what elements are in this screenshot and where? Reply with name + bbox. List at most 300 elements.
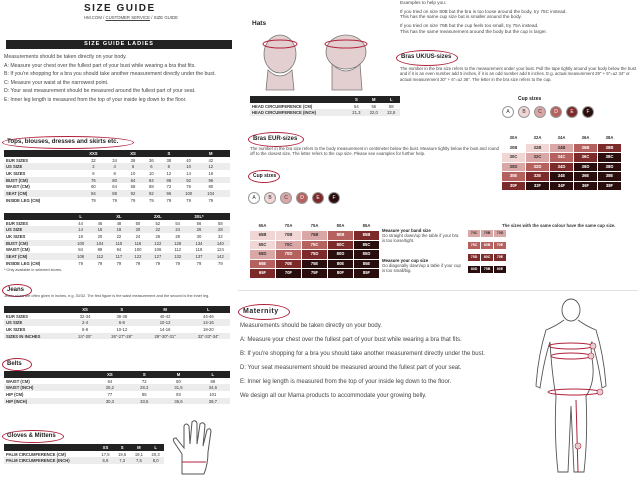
bra-size-cell: 36B [574, 144, 597, 153]
table-cell: 6-8 [82, 326, 89, 332]
table-row [4, 220, 230, 227]
table-row [4, 170, 230, 177]
row-label: INSIDE LEG (CM) [6, 260, 41, 266]
intro-line: E: Inner leg length is measured from the top of your inside leg down to the floor. [4, 96, 187, 103]
row-label: SEAT (CM) [4, 190, 81, 197]
bra-size-chip: 80B [481, 242, 493, 249]
right-divider [238, 290, 638, 291]
table-header-cell [106, 150, 123, 157]
table-cell: 24 [135, 233, 141, 239]
bra-size-cell: 32A [526, 134, 549, 143]
bra-size-cell: 34B [550, 144, 573, 153]
maternity-label: Maternity [243, 308, 279, 315]
table-cell: 88 [210, 378, 216, 384]
measure-band-note: Go straight down/up the table if your bra is too loose/tight. [382, 233, 459, 244]
table-cell: 22,0 [365, 109, 382, 116]
table-cell: 68 [130, 184, 136, 190]
table-cell: 28 [175, 233, 181, 239]
table-cell [222, 163, 230, 170]
row-label: HEAD CIRCUMFERENCE (INCH) [250, 109, 348, 116]
table-cell: 19,1 [134, 451, 143, 457]
table-cell: 28,3 [127, 384, 161, 391]
row-label: HEAD CIRCUMFERENCE (CM) [252, 103, 313, 109]
intro-line: Measurements should be taken directly on your body. [4, 54, 127, 60]
table-cell: 92 [143, 190, 160, 197]
measure-cup-note: Go diagonally down/up a table if your cup is too small/big. [382, 262, 461, 274]
table-cell: 137 [187, 253, 210, 260]
table-row [4, 326, 230, 333]
table-cell: 20 [128, 226, 147, 233]
example-line: This has the same measurement around the body but the cup is larger. [400, 28, 547, 34]
cup-swatch [502, 106, 514, 118]
bra-size-cell: 65D [250, 250, 275, 259]
table-header-cell: S [100, 306, 143, 313]
maternity-line: Measurements should be taken directly on your body. [240, 323, 382, 329]
table-cell: 79 [130, 197, 136, 203]
table-cell: 14 [186, 170, 191, 176]
bra-size-cell: 70C [276, 241, 301, 250]
table-cell: 30,3 [93, 398, 127, 405]
row-label: WAIST (CM) [6, 184, 30, 190]
table-header-cell [143, 150, 160, 157]
bra-size-cell: 85D [354, 250, 379, 259]
bra-size-cell: 36D [574, 163, 597, 172]
row-label: PALM CIRCUMFERENCE (INCH) [4, 457, 97, 464]
table-cell: 18-20 [202, 326, 214, 332]
table-cell: 14 [71, 226, 90, 233]
belts-table-body [4, 378, 230, 405]
row-label: SIZES IN INCHES [4, 333, 70, 340]
table-cell: 85 [141, 391, 147, 397]
table-cell: 36 [149, 157, 154, 163]
hand-illustration [168, 418, 228, 476]
table-header-cell: XS [70, 306, 100, 313]
table-cell: 18 [110, 226, 129, 233]
table-header-cell: S [114, 444, 131, 451]
table-row [4, 398, 230, 405]
table-row [4, 391, 230, 398]
table-cell: 10 [178, 163, 200, 170]
cup-letter: D [300, 195, 304, 201]
table-cell: 58 [388, 103, 394, 109]
table-cell: 80 [176, 378, 181, 384]
table-row [4, 313, 230, 320]
bra-size-cell: 75E [302, 260, 327, 269]
table-cell: 22 [116, 233, 122, 239]
bra-size-cell: 70B [276, 231, 301, 240]
row-label: WAIST (CM) [6, 378, 30, 384]
table-cell: 79 [175, 260, 181, 266]
table-cell: 17,5 [101, 451, 110, 457]
table-cell: 31,5 [161, 384, 195, 391]
bra-size-cell: 36E [574, 172, 597, 181]
table-cell: 122 [128, 253, 147, 260]
table-header-cell [128, 213, 147, 220]
tops-table-2-body [4, 220, 230, 267]
table-header-cell [4, 371, 93, 378]
cup-swatch [566, 106, 578, 118]
table-cell: 122 [148, 240, 168, 247]
table-cell: 24"-25" [70, 333, 100, 340]
table-header-cell [90, 213, 109, 220]
table-cell: 10 [130, 170, 136, 176]
table-cell: 32 [91, 157, 96, 163]
belts-table [4, 371, 230, 404]
table-cell: 44 [78, 220, 83, 226]
table-cell: 132 [168, 253, 187, 260]
table-header-cell: L [383, 96, 400, 103]
table-header-cell: S [127, 371, 161, 378]
table-row [4, 333, 230, 340]
table-cell: 79 [149, 197, 154, 203]
table-header-cell: M [161, 371, 195, 378]
table-cell: 19,5 [118, 451, 127, 457]
table-cell: 92 [178, 177, 200, 184]
table-cell: 72 [141, 378, 147, 384]
row-label: US SIZE [4, 226, 71, 233]
row-label: HIP (CM) [6, 391, 24, 397]
table-cell: 58 [217, 220, 223, 226]
table-cell: 18 [78, 233, 83, 239]
table-cell: 10-12 [143, 319, 186, 326]
table-cell: 64 [112, 184, 117, 190]
bra-size-cell: 32D [526, 163, 549, 172]
table-cell: 14-16 [187, 319, 230, 326]
bra-size-cell: 65E [250, 260, 275, 269]
table-cell: 26 [155, 233, 161, 239]
bra-examples [400, 0, 636, 35]
table-cell: 56 [196, 220, 202, 226]
jeans-note: Jeans sizes are often given in inches, e.g. 30/32. The first figure is the waist measurement and the second is the inner leg. [4, 294, 210, 298]
jeans-table [4, 306, 230, 339]
bra-size-cell: 34C [550, 153, 573, 162]
table-row [4, 157, 230, 164]
table-header-cell: M [131, 444, 148, 451]
table-cell: 76 [81, 177, 106, 184]
table-cell: 16 [208, 170, 214, 176]
table-cell: 93 [176, 391, 181, 397]
bra-size-cell: 38C [598, 153, 621, 162]
bra-size-cell: 30B [502, 144, 525, 153]
intro-line: B: If you're shopping for a bra you should take another measurement directly under the bust. [4, 71, 216, 78]
table-cell: 16 [90, 226, 109, 233]
table-cell: 32 [217, 233, 223, 239]
table-cell: 7,3 [114, 457, 131, 464]
table-cell [222, 197, 230, 204]
table-header-cell: 2XL [148, 213, 168, 220]
bra-size-chip: 70D [494, 230, 506, 237]
example-line: If you tried on size 80B but the bra is too loose around the body, try 75C instead. [400, 8, 567, 14]
table-cell: 79 [78, 260, 83, 266]
table-cell: 84 [81, 190, 106, 197]
bra-size-cell: 34D [550, 163, 573, 172]
table-cell: 7,5 [131, 457, 148, 464]
table-cell: 22 [148, 226, 168, 233]
row-label: US SIZE [4, 163, 81, 170]
table-cell: 50 [135, 220, 141, 226]
row-label: SEAT (CM) [4, 253, 71, 260]
table-cell: 46 [97, 220, 103, 226]
right-panel [238, 0, 638, 478]
bra-size-header-cell: 65A [258, 223, 267, 228]
table-cell: 106 [154, 247, 162, 253]
table-row [4, 260, 230, 267]
bras-uk-cup-row [502, 104, 632, 120]
table-row [4, 384, 230, 391]
maternity-line: A: Measure your chest over the fullest part of your bust while wearing a bra that fits. [240, 337, 462, 343]
row-label: BUST (CM) [4, 177, 81, 184]
table-cell: 36 [130, 157, 136, 163]
table-cell: 110 [110, 240, 129, 247]
table-cell: 14-16 [159, 326, 171, 332]
table-cell: 26 [187, 226, 210, 233]
table-row [4, 240, 230, 247]
bra-size-cell: 38B [598, 144, 621, 153]
bras-eur-label: Bras EUR-sizes [253, 136, 298, 142]
hats-table-body [250, 103, 400, 116]
bra-size-header-cell: 80A [336, 223, 345, 228]
table-cell: 127 [148, 253, 168, 260]
bra-size-chip: 70E [494, 242, 506, 249]
bra-size-cell: 36F [574, 182, 597, 191]
bras-uk-text: The number in the bra size refers to the measurement under your bust. Pull the tape tightly around your body below the bust and if it is an even number add 5 inches, if it is an odd number add 6 inches. E.g. actual measurement 29" + 5"=uz 34" or actual measurement 30" + 6"=uz 36". The letter in the bra size refers to the cup. [400, 66, 636, 82]
table-header-cell [222, 150, 230, 157]
table-cell: 10 [149, 170, 154, 176]
table-cell: 124 [216, 247, 224, 253]
maternity-line: D: Your seat measurement should be measured around the fullest part of your seat. [240, 365, 462, 371]
table-cell: 52 [155, 220, 161, 226]
breadcrumb-home[interactable]: HM.COM [84, 15, 102, 20]
table-cell [222, 190, 230, 197]
cup-swatch [248, 192, 260, 204]
bras-eur-cup-row [248, 190, 358, 206]
table-cell: 88 [106, 190, 123, 197]
maternity-line: B: If you're shopping for a bra you should take another measurement directly under the bust. [240, 351, 485, 357]
table-row [4, 378, 230, 385]
table-header-cell [4, 213, 71, 220]
bra-size-cell: 30A [502, 134, 525, 143]
cup-letter: F [332, 195, 336, 201]
bra-size-cell: 85B [354, 231, 379, 240]
breadcrumb-customer-service[interactable]: CUSTOMER SERVICE [105, 15, 150, 20]
table-row [4, 183, 230, 190]
table-cell: 92 [123, 190, 142, 197]
table-cell: 8 [160, 163, 177, 170]
row-label: WAIST (INCH) [4, 384, 93, 391]
table-header-cell: M [143, 306, 186, 313]
bra-size-cell: 38D [598, 163, 621, 172]
gloves-table [4, 444, 164, 464]
table-cell: 8 [113, 170, 116, 176]
table-cell: 117 [110, 253, 129, 260]
example-line: Examples to help you: [400, 0, 447, 5]
row-label: PALM CIRCUMFERENCE (CM) [6, 451, 66, 457]
table-row [4, 197, 230, 204]
table-cell: 64 [107, 378, 113, 384]
table-cell: 36,6 [161, 398, 195, 405]
cup-swatch [296, 192, 308, 204]
bra-size-cell: 65B [250, 231, 275, 240]
table-header-row [4, 213, 230, 220]
measure-band-block [382, 228, 462, 273]
table-cell: 118 [195, 247, 203, 253]
table-row [4, 319, 230, 326]
table-cell: 33,5 [127, 398, 161, 405]
table-header-cell: L [187, 306, 230, 313]
bra-size-cell: 32B [526, 144, 549, 153]
table-cell: 48 [116, 220, 122, 226]
example-line: If you tried on size 75B but the cup feels too small, try 75A instead. [400, 23, 539, 29]
bra-size-cell: 34E [550, 172, 573, 181]
bra-size-chip: 75C [468, 242, 480, 249]
cup-letter: E [570, 109, 574, 115]
bra-size-chip: 75E [494, 254, 506, 261]
table-cell: 44-46 [202, 313, 214, 319]
table-cell: 12 [200, 163, 222, 170]
table-cell: 54 [354, 103, 359, 109]
table-header-row [4, 150, 230, 157]
cup-swatch [582, 106, 594, 118]
table-cell: 96 [160, 190, 177, 197]
gloves-table-body [4, 451, 164, 464]
table-header-cell [211, 213, 230, 220]
table-row [4, 233, 230, 240]
table-header-cell: L [71, 213, 90, 220]
tops-table-1 [4, 150, 230, 204]
row-label: EUR SIZES [6, 313, 29, 319]
table-header-cell: XL [110, 213, 129, 220]
bra-size-cell: 30C [502, 153, 525, 162]
table-header-cell: S [160, 150, 177, 157]
tops-table-1-body [4, 157, 230, 204]
cup-letter: A [506, 109, 510, 115]
tops-label-circle [2, 136, 134, 149]
table-header-cell: L [196, 371, 230, 378]
table-row [4, 457, 164, 464]
left-panel [0, 0, 236, 478]
table-cell: 84 [78, 247, 83, 253]
table-header-cell: L [147, 444, 164, 451]
table-cell: 12 [166, 170, 172, 176]
bra-size-cell: 75B [302, 231, 327, 240]
bra-size-header-cell: 75A [310, 223, 319, 228]
bra-size-cell: 75C [302, 241, 327, 250]
table-cell [222, 157, 230, 164]
table-cell: 20 [97, 233, 103, 239]
intro-line: A: Measure your chest over the fullest part of your bust while wearing a bra that fits. [4, 62, 196, 69]
table-cell: 80 [208, 184, 214, 190]
intro-line: C: Measure your waist at the narrowest point. [4, 79, 109, 86]
table-cell: 134 [187, 240, 210, 247]
row-label: WAIST (CM) [6, 247, 30, 253]
table-cell: 79 [91, 197, 96, 203]
table-cell: 6-8 [100, 319, 143, 326]
table-cell: 34 [112, 157, 117, 163]
row-label: UK SIZES [6, 170, 26, 176]
table-header-cell: XS [123, 150, 142, 157]
measure-cup-title: Measure your cup size [382, 257, 429, 263]
table-row [4, 177, 230, 184]
table-row [4, 253, 230, 260]
table-header-cell [4, 150, 81, 157]
table-cell: 42 [208, 157, 214, 163]
table-cell [222, 183, 230, 190]
bra-size-cell: 36A [574, 134, 597, 143]
bra-size-header-cell: 85A [362, 223, 371, 228]
bra-size-cell: 70D [276, 250, 301, 259]
table-cell: 94 [116, 247, 122, 253]
table-row [4, 163, 230, 170]
example-line: This has the same cup size but is smaller around the body. [400, 14, 522, 20]
bra-size-cell: 32C [526, 153, 549, 162]
table-row [250, 109, 400, 116]
table-cell: 79 [208, 197, 214, 203]
table-cell: 6 [143, 163, 160, 170]
table-cell: 79 [112, 197, 117, 203]
table-cell: 79 [155, 260, 161, 266]
table-header-row [4, 444, 164, 451]
table-cell: 4 [106, 163, 123, 170]
bra-size-cell: 80E [328, 260, 353, 269]
breadcrumb-current: SIZE GUIDE [153, 15, 178, 20]
table-cell [222, 170, 230, 177]
maternity-line: E: Inner leg length is measured from the top of your inside leg down to the floor. [240, 379, 452, 385]
gloves-label: Gloves & Mittens [7, 433, 56, 439]
table-cell: 104 [200, 190, 222, 197]
bras-uk-label-circle [396, 50, 458, 66]
table-cell: 100 [71, 240, 90, 247]
cup-swatch [534, 106, 546, 118]
bra-size-cell: 65C [250, 241, 275, 250]
bra-size-cell: 30E [502, 172, 525, 181]
tops-label: Tops, blouses, dresses and skirts etc. [7, 138, 119, 145]
table-header-row [250, 96, 400, 103]
bra-size-cell: 32F [526, 182, 549, 191]
table-cell: 128 [168, 240, 187, 247]
table-cell: 6 [92, 170, 95, 176]
bra-size-cell: 32E [526, 172, 549, 181]
bra-size-chip: 80C [481, 254, 493, 261]
table-cell: 101 [209, 391, 217, 397]
table-cell: 112 [174, 247, 182, 253]
bra-size-cell: 36C [574, 153, 597, 162]
bra-size-chip: 75D [468, 254, 480, 261]
cup-letter: F [586, 109, 590, 115]
cup-letter: D [554, 109, 558, 115]
table-cell: 100 [178, 190, 200, 197]
table-header-cell [4, 444, 97, 451]
bras-eur-label-circle [248, 132, 304, 147]
cup-swatch [264, 192, 276, 204]
page-title: SIZE GUIDE [84, 3, 156, 14]
table-cell: 56 [371, 103, 377, 109]
table-cell: 100 [134, 247, 142, 253]
bra-size-cell: 85F [354, 269, 379, 278]
table-cell: 88 [160, 177, 177, 184]
bra-size-cell: 65F [250, 269, 275, 278]
bra-size-cell: 80D [328, 250, 353, 259]
cup-swatch [518, 106, 530, 118]
table-header-cell: M [365, 96, 382, 103]
table-cell: 22,8 [383, 109, 400, 116]
hats-table [250, 96, 400, 116]
table-header-row [4, 371, 230, 378]
bra-size-cell: 70F [276, 269, 301, 278]
table-row [4, 246, 230, 253]
cup-letter: C [284, 195, 288, 201]
row-label: UK SIZES [6, 326, 26, 332]
tops-footnote: * Only available in selected stores. [4, 268, 63, 272]
